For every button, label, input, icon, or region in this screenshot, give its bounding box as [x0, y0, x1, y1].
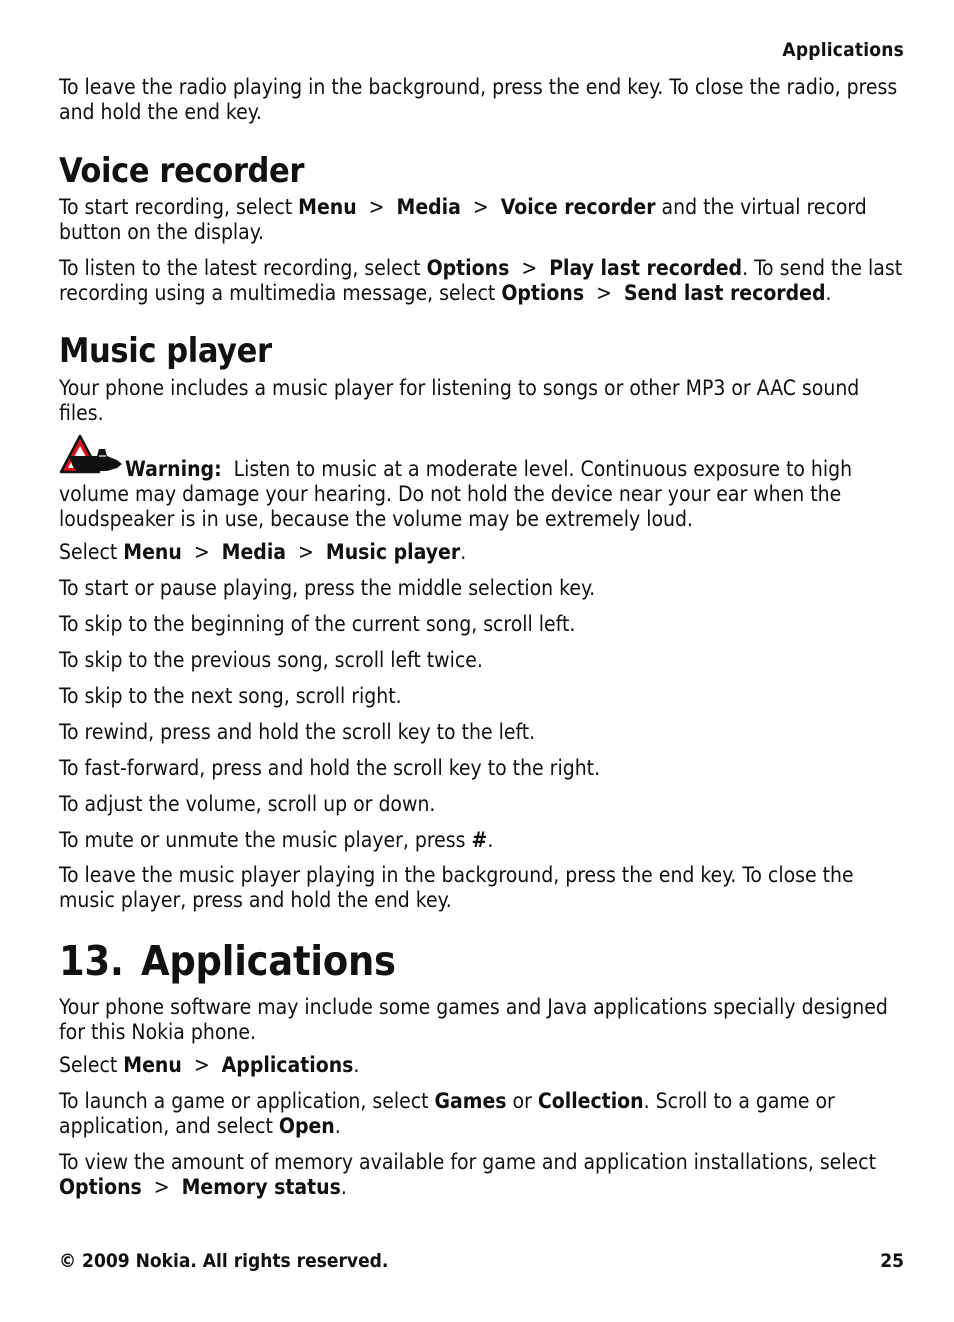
voice-recorder-start-paragraph: To start recording, select Menu > Media > Voice recorder and the virtual record button on the display. [59, 195, 867, 244]
instruction-previous-song: To skip to the previous song, scroll left twice. [59, 648, 483, 672]
footer-copyright: © 2009 Nokia. All rights reserved. [59, 1250, 389, 1272]
instruction-mute: To mute or unmute the music player, press #. [59, 828, 494, 852]
music-player-heading: Music player [59, 331, 272, 371]
music-player-select-path: Select Menu > Media > Music player. [59, 540, 467, 564]
warning-label: Warning: [125, 457, 222, 481]
applications-memory-paragraph: To view the amount of memory available for game and application installations, select Options > Memory status. [59, 1150, 876, 1199]
warning-paragraph: Warning: Listen to music at a moderate level. Continuous exposure to high volume may damage your hearing. Do not hold the device near your ear when the loudspeaker is in use, because the volume may be extremely loud. [59, 457, 853, 531]
running-header: Applications [782, 39, 904, 61]
music-player-intro-paragraph: Your phone includes a music player for listening to songs or other MP3 or AAC sound files. [59, 376, 860, 425]
instruction-volume: To adjust the volume, scroll up or down. [59, 792, 436, 816]
music-player-leave-paragraph: To leave the music player playing in the background, press the end key. To close the music player, press and hold the end key. [59, 863, 854, 912]
chapter-number: 13. [59, 937, 124, 985]
applications-intro-paragraph: Your phone software may include some games and Java applications specially designed for this Nokia phone. [59, 995, 888, 1044]
instruction-next-song: To skip to the next song, scroll right. [59, 684, 402, 708]
manual-page [59, 0, 904, 1322]
voice-recorder-heading: Voice recorder [59, 151, 305, 191]
chapter-title: 13. Applications [59, 937, 396, 985]
instruction-rewind: To rewind, press and hold the scroll key to the left. [59, 720, 536, 744]
radio-background-paragraph: To leave the radio playing in the background, press the end key. To close the radio, press and hold the end key. [59, 75, 898, 124]
footer-page-number: 25 [880, 1250, 904, 1272]
instruction-fast-forward: To fast-forward, press and hold the scroll key to the right. [59, 756, 601, 780]
applications-launch-paragraph: To launch a game or application, select Games or Collection. Scroll to a game or application, and select Open. [59, 1089, 835, 1138]
menu-path-menu: Menu [298, 195, 357, 219]
instruction-play-pause: To start or pause playing, press the middle selection key. [59, 576, 596, 600]
voice-recorder-listen-paragraph: To listen to the latest recording, select Options > Play last recorded. To send the last recording using a multimedia message, select Options > Send last recorded. [59, 256, 903, 305]
applications-select-path: Select Menu > Applications. [59, 1053, 360, 1077]
menu-path-voice-recorder: Voice recorder [500, 195, 656, 219]
menu-path-media: Media [396, 195, 461, 219]
instruction-skip-beginning: To skip to the beginning of the current song, scroll left. [59, 612, 576, 636]
